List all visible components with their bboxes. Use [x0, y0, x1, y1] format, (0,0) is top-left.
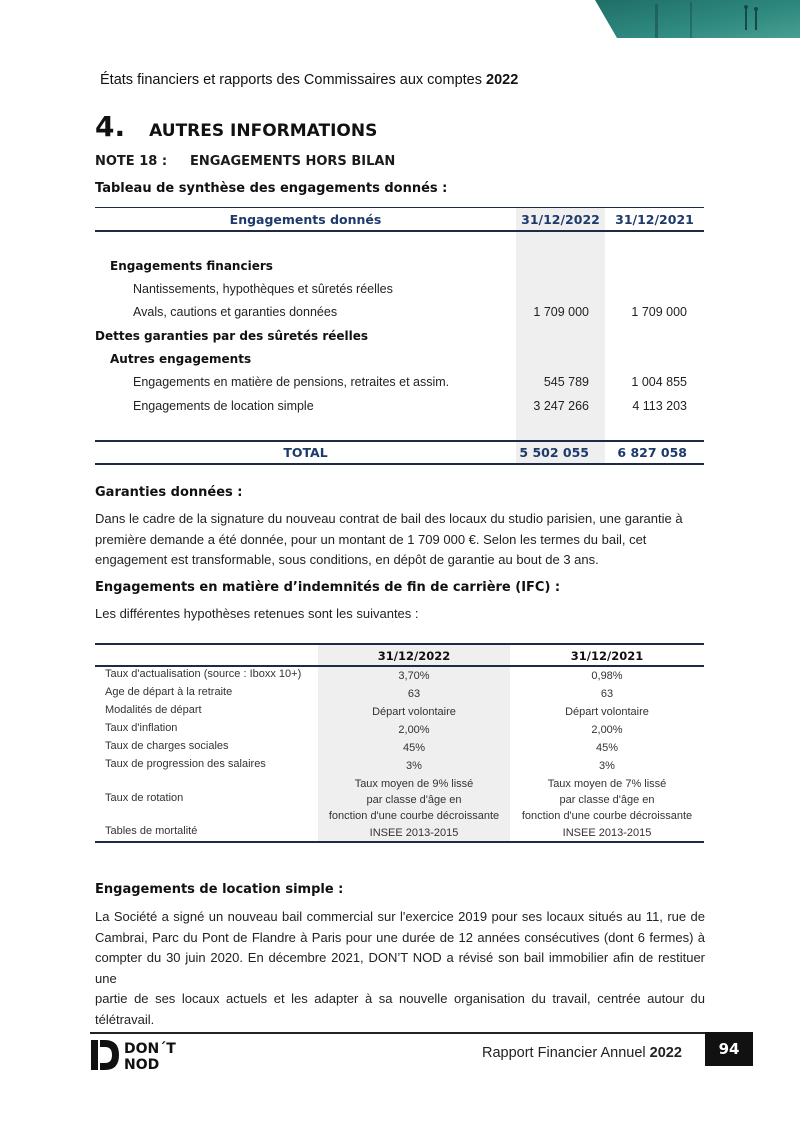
row-value-2021: 2,00% [591, 724, 623, 736]
value-line: par classe d'âge en [366, 794, 462, 806]
header-rule [95, 230, 704, 232]
paragraph-line: Dans le cadre de la signature du nouveau contrat de bail des locaux du studio parisien, une garantie à [95, 511, 683, 526]
report-year: 2022 [649, 1045, 682, 1061]
section-title: AUTRES INFORMATIONS [149, 121, 378, 141]
total-label: TOTAL [283, 445, 328, 460]
table-top-rule [95, 643, 704, 645]
garanties-paragraph [95, 509, 705, 571]
header-title: États financiers et rapports des Commissaires aux comptes [100, 72, 482, 88]
row-value-2022: 3% [406, 760, 422, 772]
dontnod-logo-mark-icon [91, 1039, 191, 1071]
row-value-2022: 1 709 000 [533, 305, 589, 319]
row-value-2021: 45% [595, 742, 619, 754]
location-heading: Engagements de location simple : [95, 882, 344, 897]
document-header [100, 72, 518, 88]
row-value-2022: INSEE 2013-2015 [369, 827, 459, 839]
row-value-2021: 63 [600, 688, 614, 700]
header-banner-image [595, 0, 800, 38]
row-label: Taux de charges sociales [105, 740, 229, 752]
table-row [95, 758, 704, 774]
header-year: 2022 [486, 72, 519, 88]
location-paragraph [95, 907, 705, 1030]
total-2022: 5 502 055 [519, 445, 589, 460]
header-2022: 31/12/2022 [521, 212, 600, 227]
row-value-2021: 1 709 000 [631, 305, 687, 319]
footer-rule [90, 1032, 710, 1034]
table1-caption: Tableau de synthèse des engagements donnés : [95, 181, 448, 196]
row-value-2022: 545 789 [543, 375, 589, 389]
row-label: Engagements en matière de pensions, retraites et assim. [133, 375, 450, 389]
row-value-2021: 0,98% [591, 670, 623, 682]
note-heading [95, 154, 396, 169]
total-top-rule [95, 440, 704, 442]
value-line: fonction d'une courbe décroissante [521, 810, 693, 822]
row-value-2021 [510, 776, 704, 824]
table-bottom-rule [95, 841, 704, 843]
section-number: 4. [95, 110, 126, 143]
paragraph-line: première demande a été donnée, pour un montant de 1 709 000 €. Selon les termes du bail, cet [95, 531, 647, 547]
total-bottom-rule [95, 463, 704, 465]
row-label: Taux de rotation [105, 792, 184, 804]
paragraph-line: La Société a signé un nouveau bail commercial sur l'exercice 2019 pour ses locaux situés au 11, rue de [95, 909, 705, 924]
row-label: Tables de mortalité [105, 825, 198, 837]
note-title: ENGAGEMENTS HORS BILAN [190, 154, 396, 169]
logo-line1: DON´T [124, 1041, 176, 1057]
column-highlight [516, 207, 605, 465]
table-row [95, 704, 704, 720]
row-value-2021: 4 113 203 [632, 399, 687, 413]
paragraph-line: partie de ses locaux actuels et les adapter à sa nouvelle organisation du travail, centrée autour du télétravail. [95, 991, 705, 1027]
row-label: Age de départ à la retraite [105, 686, 233, 698]
row-value-2022: 45% [402, 742, 426, 754]
row-value-2022: Départ volontaire [372, 706, 456, 718]
row-label: Taux d'actualisation (source : Iboxx 10+) [105, 668, 302, 680]
table-row [95, 776, 704, 824]
paragraph-line: Cambrai, Parc du Pont de Flandre à Paris pour une durée de 12 années consécutives (dont 6 fermes) à [95, 929, 705, 945]
report-title: Rapport Financier Annuel [482, 1045, 646, 1061]
row-value-2021: INSEE 2013-2015 [562, 827, 652, 839]
row-label: Taux d'inflation [105, 722, 178, 734]
note-label: NOTE 18 : [95, 154, 168, 169]
ifc-assumptions-table [95, 643, 704, 843]
table-row [95, 722, 704, 738]
row-value-2022: 2,00% [398, 724, 430, 736]
section-heading [95, 110, 377, 143]
row-label: Modalités de départ [105, 704, 202, 716]
ifc-heading: Engagements en matière d’indemnités de fin de carrière (IFC) : [95, 580, 561, 595]
row-value-2021: 1 004 855 [631, 375, 687, 389]
header-engagements: Engagements donnés [229, 212, 382, 227]
value-line: fonction d'une courbe décroissante [328, 810, 500, 822]
table-row [95, 740, 704, 756]
paragraph-line: engagement est transformable, sous conditions, en dépôt de garantie au bout de 3 ans. [95, 552, 599, 567]
commitments-table [95, 207, 704, 465]
table-header-row [95, 648, 704, 664]
row-label: Avals, cautions et garanties données [133, 305, 338, 319]
table-row [95, 686, 704, 702]
logo-line2: NOD [124, 1057, 160, 1071]
row-value-2021: Départ volontaire [565, 706, 649, 718]
total-2021: 6 827 058 [617, 445, 687, 460]
header-2021: 31/12/2021 [570, 649, 644, 663]
footer-report-title [482, 1045, 682, 1061]
header-2022: 31/12/2022 [377, 649, 451, 663]
value-line: Taux moyen de 7% lissé [547, 778, 667, 790]
row-label: Autres engagements [110, 352, 252, 366]
row-label: Nantissements, hypothèques et sûretés réelles [133, 282, 393, 296]
table-top-rule [95, 207, 704, 208]
row-label: Taux de progression des salaires [105, 758, 266, 770]
table-row [95, 668, 704, 684]
value-line: Taux moyen de 9% lissé [354, 778, 474, 790]
row-label: Engagements financiers [110, 259, 273, 273]
ifc-intro: Les différentes hypothèses retenues sont les suivantes : [95, 606, 419, 621]
row-value-2022: 63 [407, 688, 421, 700]
header-2021: 31/12/2021 [615, 212, 694, 227]
table-row [95, 825, 704, 841]
row-value-2022: 3 247 266 [533, 399, 589, 413]
row-label: Engagements de location simple [133, 399, 314, 413]
garanties-heading: Garanties données : [95, 485, 243, 500]
paragraph-line: compter du 30 juin 2020. En décembre 2021, DON’T NOD a révisé son bail immobilier afin de restituer une [95, 950, 705, 986]
row-value-2021: 3% [599, 760, 615, 772]
header-rule [95, 665, 704, 667]
row-value-2022: 3,70% [398, 670, 430, 682]
row-value-2022 [318, 776, 510, 824]
dontnod-logo [91, 1039, 191, 1076]
row-label: Dettes garanties par des sûretés réelles [95, 329, 369, 343]
page-number: 94 [705, 1032, 753, 1066]
value-line: par classe d'âge en [559, 794, 655, 806]
